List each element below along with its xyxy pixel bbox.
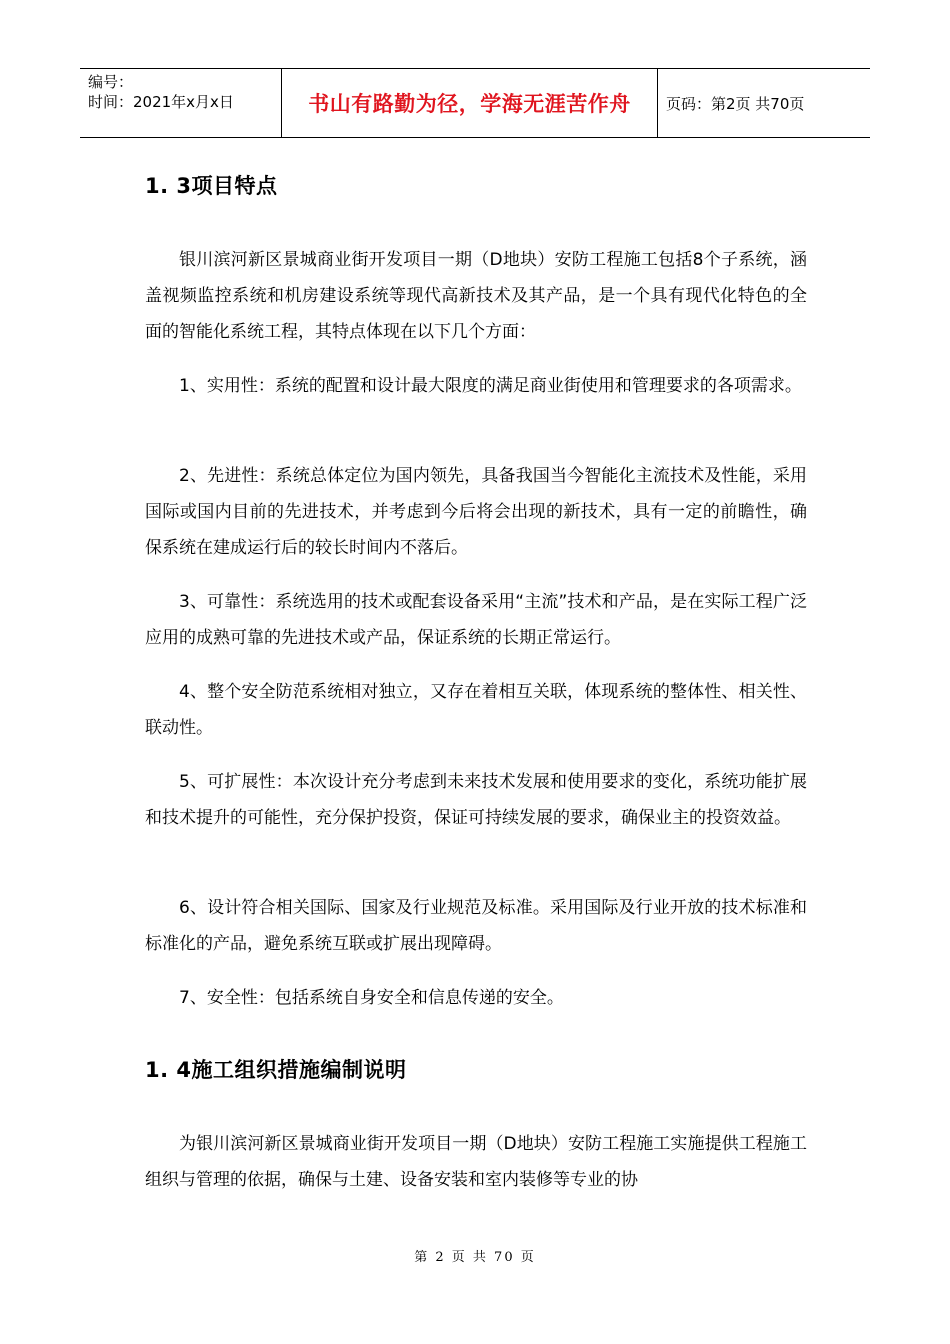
paragraph-intro: 银川滨河新区景城商业街开发项目一期（D地块）安防工程施工包括8个子系统，涵盖视频监控系统和机房建设系统等现代高新技术及其产品，是一个具有现代化特色的全面的智能化系统工程，其特点体现在以下几个方面：	[145, 250, 807, 342]
header-page-cell	[658, 69, 870, 137]
header-motto-cell	[282, 69, 658, 137]
header-motto: 书山有路勤为径，学海无涯苦作舟	[308, 92, 631, 116]
section-heading-1-3: 1. 3项目特点	[145, 174, 278, 198]
paragraph-scalability: 5、可扩展性：本次设计充分考虑到未来技术发展和使用要求的变化，系统功能扩展和技术提升的可能性，充分保护投资，保证可持续发展的要求，确保业主的投资效益。	[145, 772, 807, 828]
paragraph-advanced: 2、先进性：系统总体定位为国内领先，具备我国当今智能化主流技术及性能，采用国际或国内目前的先进技术，并考虑到今后将会出现的新技术，具有一定的前瞻性，确保系统在建成运行后的较长时间内不落后。	[145, 466, 807, 558]
page-footer: 第 2 页 共 70 页	[414, 1250, 536, 1265]
paragraph-practicality: 1、实用性：系统的配置和设计最大限度的满足商业街使用和管理要求的各项需求。	[179, 376, 802, 396]
number-label: 编号：	[88, 73, 134, 91]
header-meta	[80, 69, 282, 137]
paragraph-security: 7、安全性：包括系统自身安全和信息传递的安全。	[179, 988, 564, 1008]
time-label: 时间：2021年x月x日	[88, 93, 234, 111]
paragraph-integration: 4、整个安全防范系统相对独立，又存在着相互关联，体现系统的整体性、相关性、联动性。	[145, 682, 807, 738]
paragraph-organization: 为银川滨河新区景城商业街开发项目一期（D地块）安防工程施工实施提供工程施工组织与管理的依据，确保与土建、设备安装和室内装修等专业的协	[145, 1134, 807, 1190]
section-heading-1-4: 1. 4施工组织措施编制说明	[145, 1058, 407, 1082]
paragraph-standards: 6、设计符合相关国际、国家及行业规范及标准。采用国际及行业开放的技术标准和标准化的产品，避免系统互联或扩展出现障碍。	[145, 898, 807, 954]
paragraph-reliability: 3、可靠性：系统选用的技术或配套设备采用“主流”技术和产品，是在实际工程广泛应用的成熟可靠的先进技术或产品，保证系统的长期正常运行。	[145, 592, 807, 648]
page-header	[80, 68, 870, 138]
page-label: 页码：第2页 共70页	[666, 94, 805, 113]
